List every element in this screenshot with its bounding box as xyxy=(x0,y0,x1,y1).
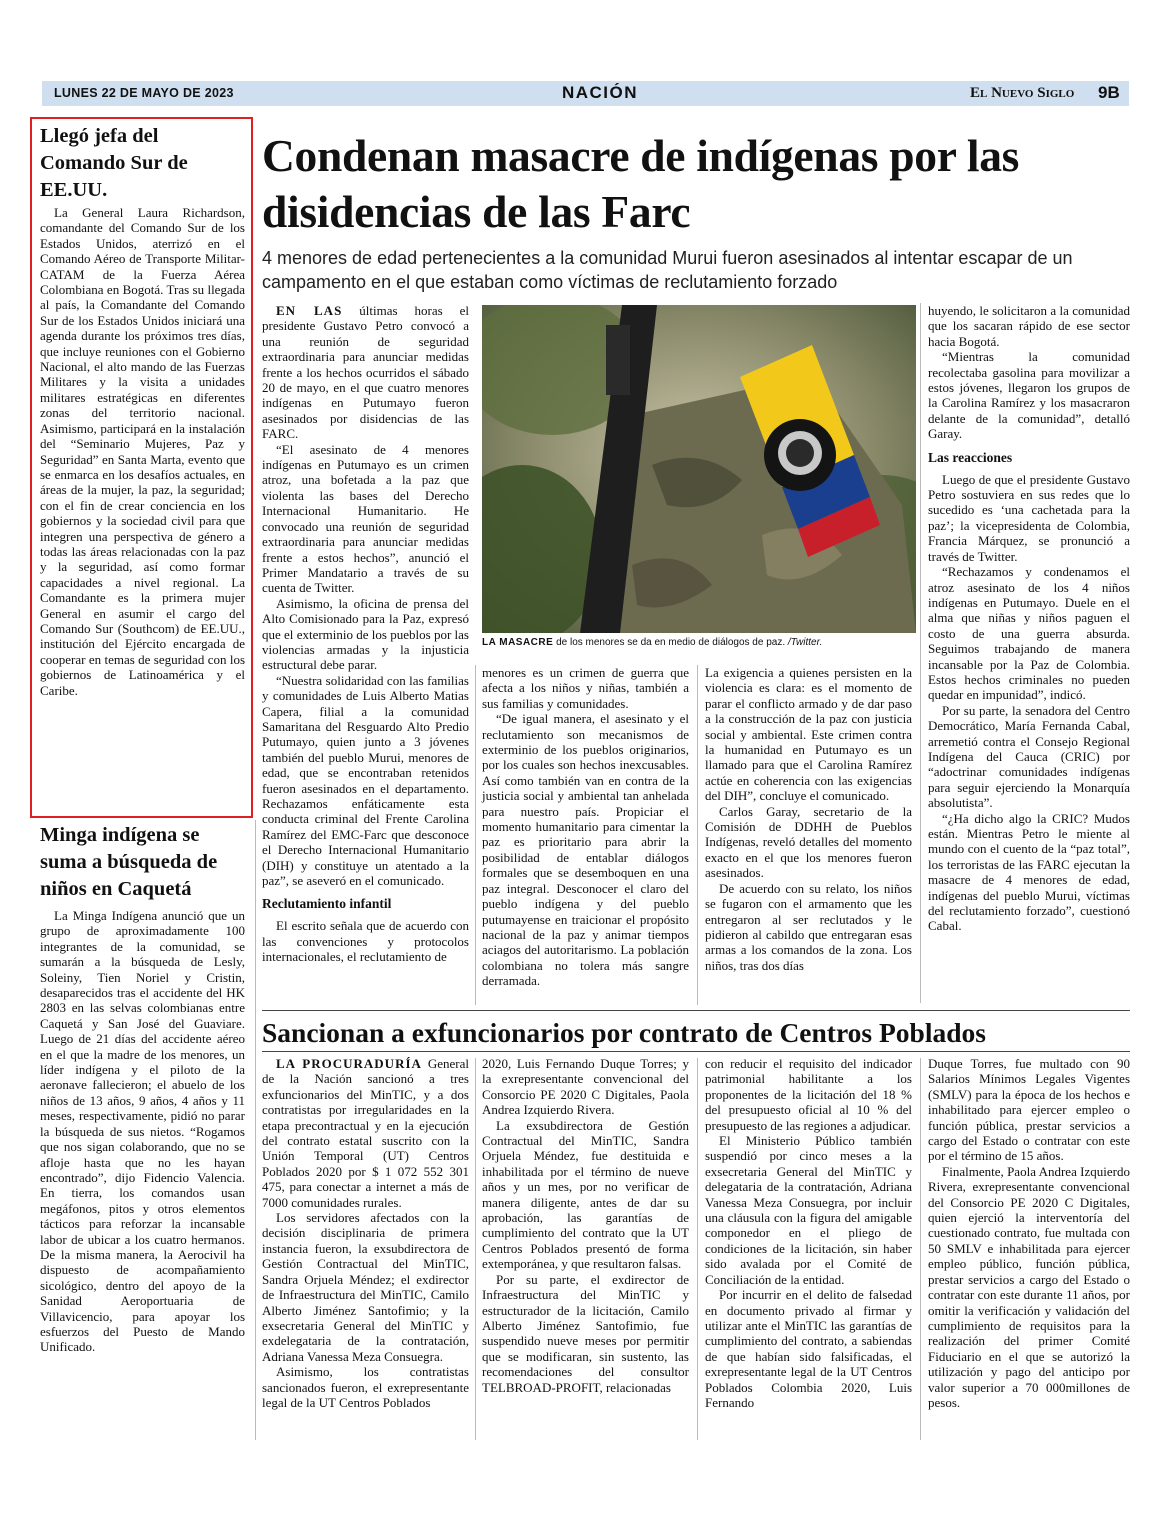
article2-column-2 xyxy=(482,1056,689,1395)
paragraph: Asimismo, los contratistas sancionados fueron, el exrepresentante legal de la UT Centros Poblados xyxy=(262,1364,469,1410)
article-rule xyxy=(262,1051,1130,1052)
paragraph: El escrito señala que de acuerdo con las convenciones y protocolos internacionales, el reclutamiento de xyxy=(262,918,469,965)
paragraph: “Mientras la comunidad recolectaba gasolina para movilizar a estos jóvenes, llegaron los grupos de la Carolina Ramírez y los masacraron delante de la comunidad”, detalló Garay. xyxy=(928,349,1130,442)
sidebar1-paragraph: La General Laura Richardson, comandante del Comando Sur de los Estados Unidos, aterrizó en el Comando Aéreo de Transporte Militar- CATAM de la Fuerza Aérea Colombiana en Bogotá. Tras su llegada al país, la Comandante del Comando Sur de los Estados Unidos iniciará una agenda durante los próximos tres días, que incluye reuniones con el Gobierno Nacional, el alto mando de las Fuerzas Militares y la visita a unidades militares estratégicas en diferentes zonas del territorio nacional. Asimismo, participará en la instalación del “Seminario Mujeres, Paz y Seguridad” en Santa Marta, evento que se enmarca en los desafíos actuales, en áreas de la mujer, la paz, la seguridad; con el fin de crear conciencia en los gobiernos y la sociedad civil para que integren una perspectiva de género a todas las áreas relacionadas con la paz y la seguridad, así como formar capacidades a nivel regional. La Comandante es la primera mujer General en asumir el cargo del Comando Sur (Southcom) de EE.UU., institución del Ejército encargada de cooperar en temas de seguridad con los gobiernos de Latinoamérica y el Caribe. xyxy=(40,205,245,698)
paragraph: últimas horas el presidente Gustavo Petro convocó a una reunión de seguridad extraordinaria para anunciar medidas frente a los hechos ocurridos el sábado 20 de mayo, en el que cuatro menores indígenas en Putumayo fueron asesinados por disidencias de las FARC. xyxy=(262,303,469,442)
paragraph: con reducir el requisito del indicador patrimonial habilitante a los proponentes de la licitación del 18 % del presupuesto oficial al 10 % del presupuesto de las regiones a adjudicar. xyxy=(705,1056,912,1133)
main-deck: 4 menores de edad pertenecientes a la comunidad Murui fueron asesinados al intentar escapar de un campamento en el que estaban como víctimas de reclutamiento forzado xyxy=(262,248,1073,292)
header-date: LUNES 22 DE MAYO DE 2023 xyxy=(54,86,234,100)
header-section: NACIÓN xyxy=(561,83,639,102)
main-column-2 xyxy=(482,665,689,989)
article2-column-1 xyxy=(262,1056,469,1410)
article2-column-4 xyxy=(928,1056,1130,1410)
soldier-photo-illustration xyxy=(482,305,916,633)
main-column-1 xyxy=(262,303,469,965)
paragraph: 2020, Luis Fernando Duque Torres; y la exrepresentante convencional del Consorcio PE 2020 C Digitales, Paola Andrea Izquierdo Rivera. xyxy=(482,1056,689,1118)
sidebar1-title: Llegó jefa del Comando Sur de EE.UU. xyxy=(40,125,188,201)
sidebar2-body xyxy=(40,908,245,1355)
paragraph: Por su parte, la senadora del Centro Democrático, María Fernanda Cabal, arremetió contra el Consejo Regional Indígena del Cauca (CRIC) por “adoctrinar comunidades indígenas para seguir ejerciendo la Monarquía absolutista”. xyxy=(928,702,1130,811)
paragraph: Los servidores afectados con la decisión disciplinaria de primera instancia fueron, la exsubdirectora de Gestión Contractual del MinTIC, Sandra Orjuela Méndez; el exdirector de Infraestructura del MinTIC, Camilo Alberto Jiménez Santofimio; y la exsecretaria General del MinTIC y exdelegataria de la contratación, Adriana Vanessa Meza Consuegra. xyxy=(262,1210,469,1364)
paragraph: De acuerdo con su relato, los niños se fugaron con el armamento que les entregaron al ser reclutados y le pidieron al cabildo que entregaran esas armas a los comandos de la zona. Los niños, tras dos días xyxy=(705,880,912,973)
column-divider xyxy=(255,820,256,1440)
column-divider xyxy=(697,1058,698,1440)
paragraph: Carlos Garay, secretario de la Comisión de DDHH de Pueblos Indígenas, reveló detalles del momento exacto en el que los menores fueron asesinados. xyxy=(705,803,912,881)
paragraph: “Nuestra solidaridad con las familias y comunidades de Luis Alberto Matias Capera, filial a la comunidad Samaritana del Resguardo Alto Predio Putumayo, quien junto a 3 jóvenes también del pueblo Murui, menores de edad, que se encontraban retenidos fueron asesinados en el departamento. Rechazamos enfáticamente esta conducta criminal del Frente Carolina Ramírez del EMC-Farc que desconoce el Derecho Internacional Humanitario (DIH) y constituye un atentado a la paz”, se aseveró en el comunicado. xyxy=(262,672,469,889)
paragraph: “Rechazamos y condenamos el atroz asesinato de los 4 niños indígenas en Putumayo. Duele en el alma que niñas y niños paguen el costo de una guerra absurda. Seguimos trabajando de manera incansable por la Paz de Colombia. Estos hechos criminales no pueden quedar en impunidad”, indicó. xyxy=(928,564,1130,703)
column-divider xyxy=(920,303,921,1003)
article2-headline: Sancionan a exfuncionarios por contrato de Centros Poblados xyxy=(262,1017,986,1048)
newspaper-name: El Nuevo Siglo xyxy=(970,85,1075,101)
paragraph: General de la Nación sancionó a tres exfuncionarios del MinTIC, y a dos contratistas por irregularidades en la etapa precontractual y en la ejecución del contrato estatal suscrito con la Unión Temporal (UT) Centros Poblados 2020 por $ 1 072 552 301 475, para conectar a internet a más de 7000 comunidades rurales. xyxy=(262,1056,469,1210)
sidebar2-title: Minga indígena se suma a búsqueda de niños en Caquetá xyxy=(40,824,218,900)
sidebar2-paragraph: La Minga Indígena anunció que un grupo de aproximadamente 100 integrantes de la comunidad, se sumarán a la búsqueda de Lesly, Soleiny, Tien Noriel y Cristin, desaparecidos tras el accidente del HK 2803 en las selvas colombianas entre Caquetá y San José del Guaviare. Luego de 21 días del accidente aéreo en el que la madre de los menores, un líder indígena y el piloto de la aeronave fallecieron; el abuelo de los niños de 13 años, 9 años, 4 años y 11 meses, respectivamente, pidió no parar la búsqueda de sus nietos. “Rogamos que nos sigan colaborando, que no se afloje hasta que no les hayan encontrado”, dijo Fidencio Valencia. En tierra, los comandos usan megáfonos, pitos y otros elementos tácticos para reforzar la incansable labor de ubicar a los cuatro hermanos. De la misma manera, la Aerocivil ha dispuesto de acompañamiento sicológico, dentro del apoyo de la Sanidad Aeroportuaria de Villavicencio, para apoyar los esfuerzos del Puesto de Mando Unificado. xyxy=(40,908,245,1355)
main-column-3 xyxy=(705,665,912,973)
page-number: 9B xyxy=(1098,83,1120,102)
photo-credit: /Twitter. xyxy=(787,637,823,648)
column-divider xyxy=(920,1058,921,1440)
caption-label: LA MASACRE xyxy=(482,637,554,648)
subhead: Reclutamiento infantil xyxy=(262,896,392,912)
paragraph: “De igual manera, el asesinato y el reclutamiento son mecanismos de exterminio de los pueblos originarios, por los cuales son hechos inexcusables. Así como también van en contra de la justicia social y ambiental tan anhelada para nuestro país. Propiciar el momento humanitario para cimentar la paz es prioritario para abrir la posibilidad de entablar diálogos formales que se desemboquen en una paz integral. Desconocer el claro del pueblo indígena y del pueblo putumayense en traicionar el propósito nacional de la paz y animar tiempos aciagos del autoritarismo. La población colombiana no tolera más sangre derramada. xyxy=(482,711,689,989)
paragraph: El Ministerio Público también suspendió por cinco meses a la exsecretaria General del MinTIC y delegataria de la contratación, Adriana Vanessa Meza Consuegra, por incluir una cláusula con la figura del amigable componedor en el pliego de condiciones de la licitación, sin haber sido avalada por el Comité de Conciliación de la entidad. xyxy=(705,1133,912,1287)
paragraph: Duque Torres, fue multado con 90 Salarios Mínimos Legales Vigentes (SMLV) para la época de los hechos e inhabilitado para ejercer empleo o función pública, prestar servicios a cargo del Estado o contratar con este por el término de 15 años. xyxy=(928,1056,1130,1164)
paragraph: Por su parte, el exdirector de Infraestructura del MinTIC y estructurador de la licitación, Camilo Alberto Jiménez Santofimio, fue suspendido nueve meses por permitir que se modificaran, sin sustento, las recomendaciones del consultor TELBROAD-PROFIT, relacionadas xyxy=(482,1271,689,1395)
paragraph: “El asesinato de 4 menores indígenas en Putumayo es un crimen atroz, una bofetada a la paz que violenta las bases del Derecho Internacional Humanitario. He convocado una reunión de seguridad extraordinaria para anunciar medidas frente a estos hechos”, anunció el Primer Mandatario a través de su cuenta de Twitter. xyxy=(262,441,469,596)
paragraph: Por incurrir en el delito de falsedad en documento privado al firmar y utilizar ante el MinTIC las garantías de cumplimiento del contrato, a sabiendas de que habían sido falsificadas, el exrepresentante legal de la UT Centros Poblados Colombia 2020, Luis Fernando xyxy=(705,1287,912,1410)
paragraph: Luego de que el presidente Gustavo Petro sostuviera en sus redes que lo sucedido es ‘una cachetada para la paz’; la vicepresidenta de Colombia, Francia Márquez, se pronunció a través de Twitter. xyxy=(928,471,1130,564)
caption-text: de los menores se da en medio de diálogos de paz. xyxy=(553,637,786,648)
main-column-4 xyxy=(928,303,1130,934)
lead-word: LA PROCURADURÍA xyxy=(276,1056,422,1071)
lead-word: EN LAS xyxy=(276,303,343,318)
main-headline: Condenan masacre de indígenas por las disidencias de las Farc xyxy=(262,130,1020,237)
paragraph: Finalmente, Paola Andrea Izquierdo Rivera, exrepresentante convencional del Consorcio PE 2020 C Digitales, quien ejerció la interventoría del cuestionado contrato, fue multada con 50 SMLV e inhabilitada para ejercer empleo público, función pública, prestar servicios a cargo del Estado o contratar con este durante 11 años, por omitir la verificación y validación del cumplimiento de requisitos para la realización del primer Comité Fiduciario en el que se autorizó la utilización y pago del anticipo por valor superior a 70 000millones de pesos. xyxy=(928,1163,1130,1410)
paragraph: menores es un crimen de guerra que afecta a los niños y niñas, también a sus familias y comunidades. xyxy=(482,665,689,711)
article-photo xyxy=(482,305,916,633)
paragraph: La exsubdirectora de Gestión Contractual del MinTIC, Sandra Orjuela Méndez, fue destituida e inhabilitada por el término de nueve años y un mes, por no verificar de manera diligente, antes de dar su aprobación, las garantías de cumplimiento del contrato que la UT Centros Poblados presentó de forma extemporánea, y que resultaron falsas. xyxy=(482,1117,689,1272)
subhead: Las reacciones xyxy=(928,449,1013,465)
paragraph: La exigencia a quienes persisten en la violencia es clara: es el momento de parar el conflicto armado y de dar paso a la construcción de la paz con justicia social y ambiental. Este crimen contra la humanidad en Putumayo es un llamado para que el Carolina Ramírez actúe en coherencia con las exigencias del DIH”, concluye el comunicado. xyxy=(705,665,912,804)
paragraph: huyendo, le solicitaron a la comunidad que los sacaran rápido de ese sector hacia Bogotá. xyxy=(928,303,1130,349)
column-divider xyxy=(475,665,476,1005)
sidebar1-body xyxy=(40,205,245,698)
column-divider xyxy=(475,1058,476,1440)
paragraph: Asimismo, la oficina de prensa del Alto Comisionado para la Paz, expresó que el exterminio de los pueblos por las violencias armadas y la injusticia estructural debe parar. xyxy=(262,595,469,673)
column-divider xyxy=(697,665,698,1005)
photo-caption xyxy=(482,637,916,648)
article-rule xyxy=(262,1010,1130,1011)
article2-column-3 xyxy=(705,1056,912,1410)
paragraph: “¿Ha dicho algo la CRIC? Mudos están. Mientras Petro le miente al mundo con el cuento de la “paz total”, los terroristas de las FARC ejecutan la masacre de 4 menores de edad, indígenas del pueblo Murui, víctimas del reclutamiento forzado”, cuestionó Cabal. xyxy=(928,810,1130,934)
